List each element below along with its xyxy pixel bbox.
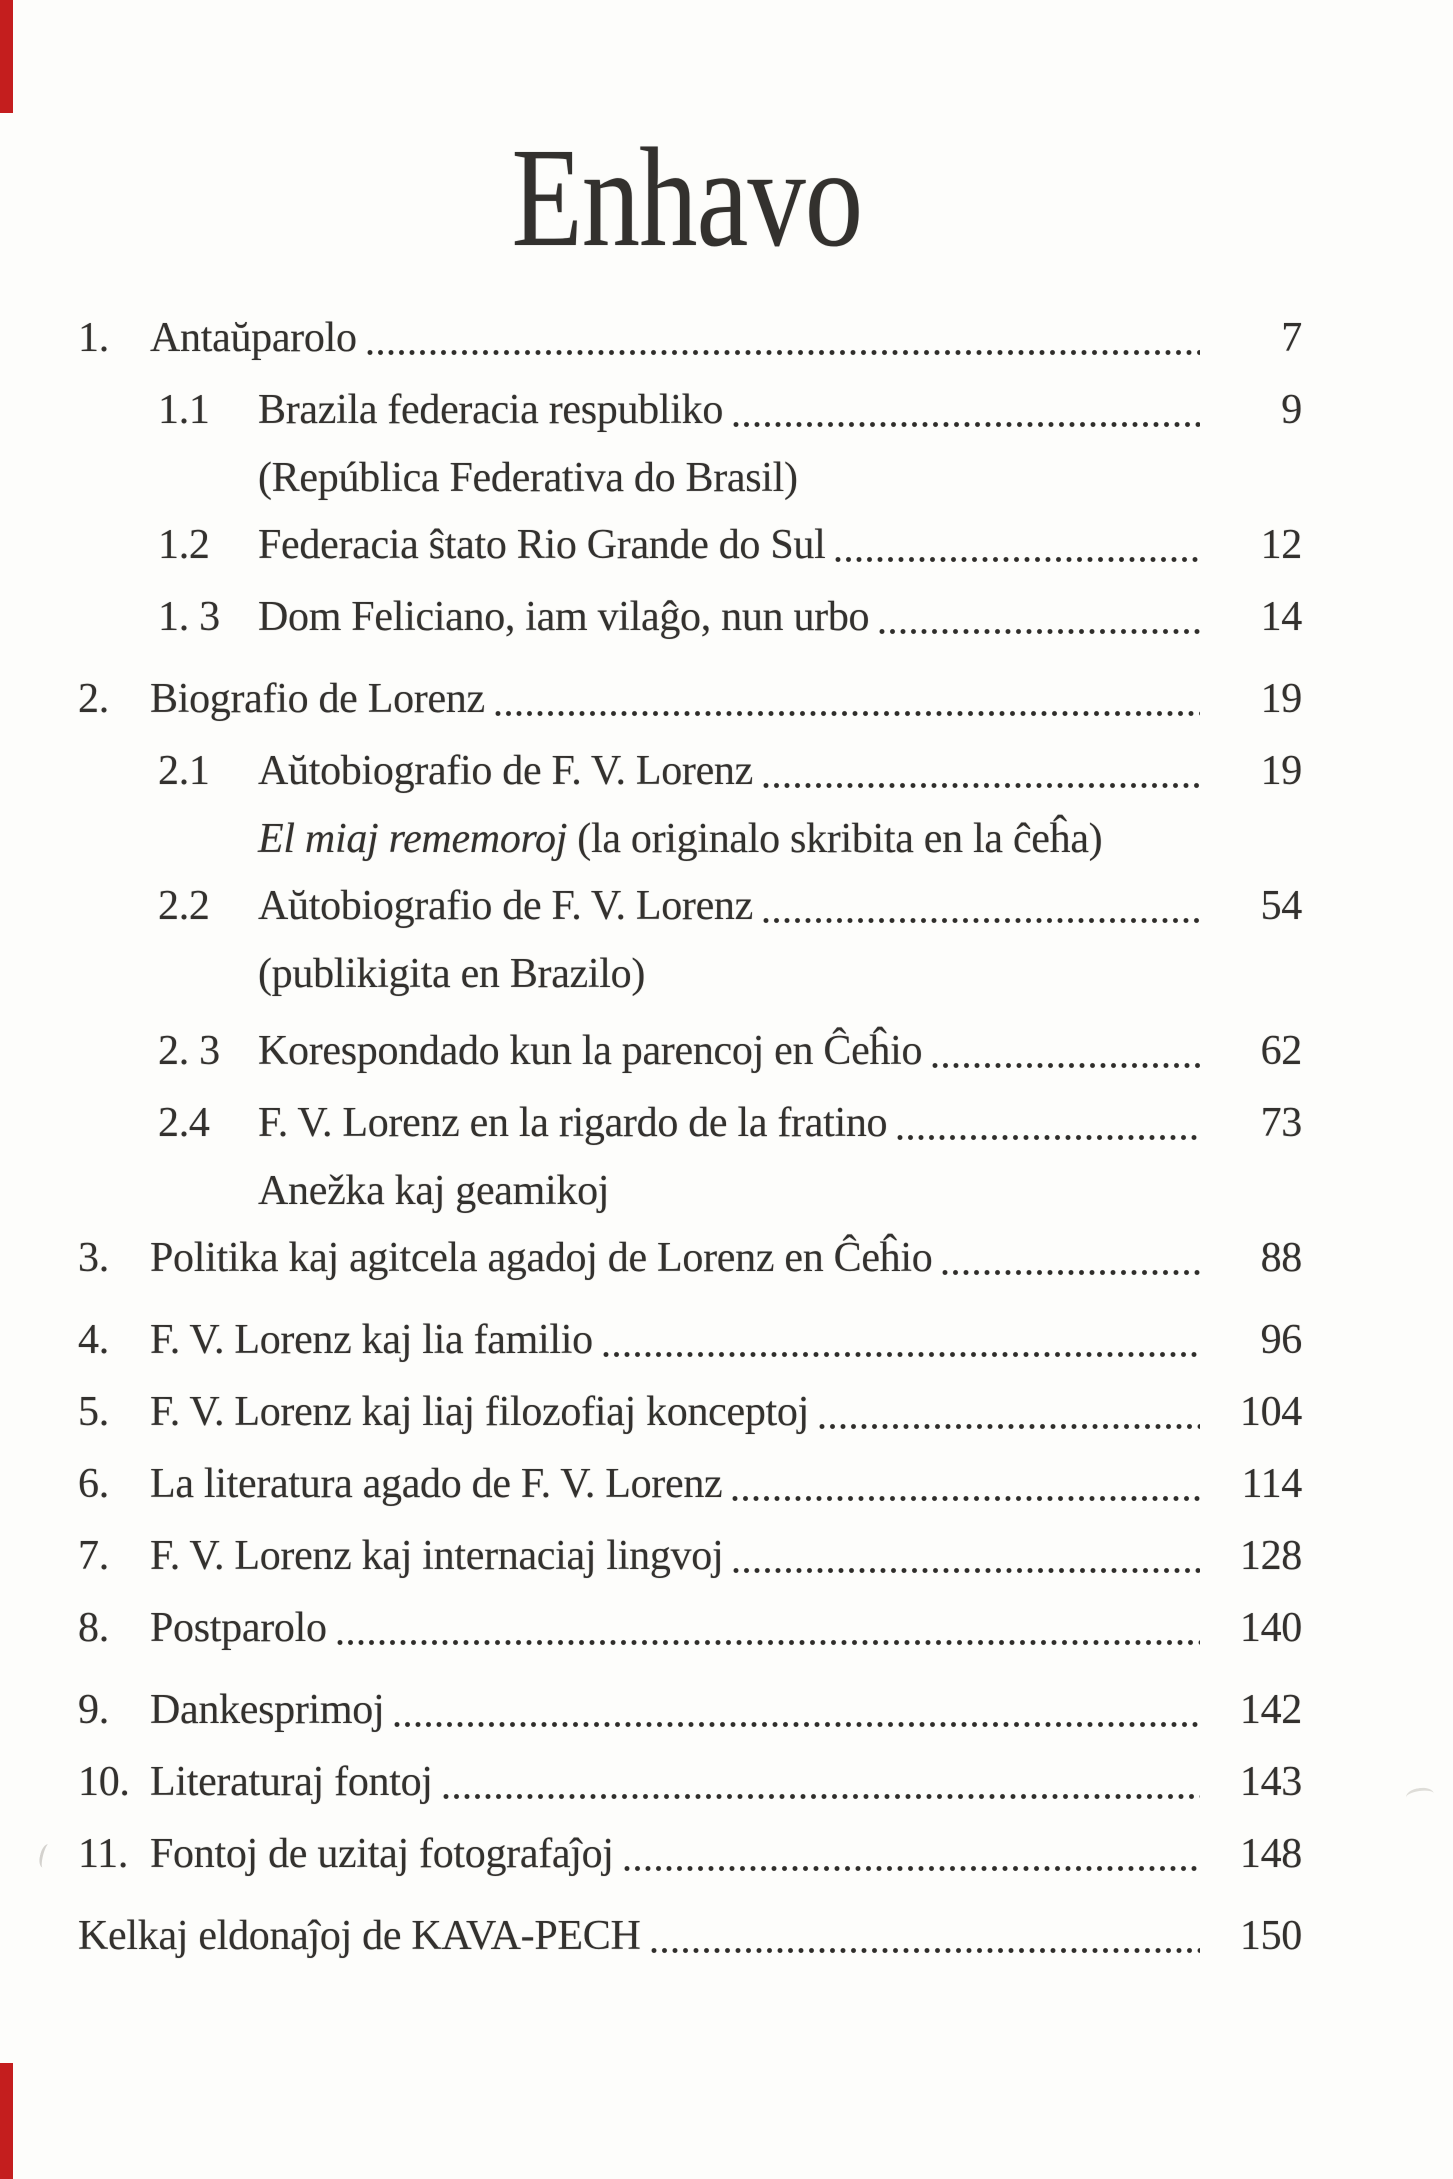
toc-entry-number: 1. bbox=[78, 315, 109, 361]
toc-entry-text: Fontoj de uzitaj fotografaĵoj bbox=[150, 1831, 614, 1877]
toc-entry bbox=[0, 374, 1453, 446]
dot-leader bbox=[819, 1423, 1200, 1430]
toc-entry bbox=[0, 870, 1453, 942]
toc-entry-text: Biografio de Lorenz bbox=[150, 676, 485, 722]
toc-entry-text: Antaŭparolo bbox=[150, 315, 357, 361]
toc-entry-number: 1. 3 bbox=[158, 594, 220, 640]
toc-entry-page: 114 bbox=[1241, 1461, 1302, 1507]
dot-leader bbox=[651, 1947, 1200, 1954]
toc-entry-text: Politika kaj agitcela agadoj de Lorenz en Ĉeĥio bbox=[150, 1235, 933, 1281]
toc-entry bbox=[0, 509, 1453, 581]
toc-entry-text: F. V. Lorenz en la rigardo de la fratino bbox=[258, 1100, 888, 1146]
page-title: Enhavo bbox=[511, 118, 862, 276]
title-block bbox=[0, 118, 1413, 276]
dot-leader bbox=[624, 1865, 1200, 1872]
dot-leader bbox=[367, 349, 1200, 356]
red-scan-edge-mark-top bbox=[0, 0, 13, 113]
toc-entry bbox=[0, 1448, 1453, 1520]
toc-entry-text: El miaj rememoroj (la originalo skribita en la ĉeĥa) bbox=[258, 815, 1103, 862]
dot-leader bbox=[733, 1567, 1200, 1574]
toc-entry-page: 19 bbox=[1260, 676, 1302, 722]
toc-entry-page: 7 bbox=[1281, 315, 1302, 361]
dot-leader bbox=[942, 1269, 1200, 1276]
toc-entry-text: Aŭtobiografio de F. V. Lorenz bbox=[258, 748, 753, 794]
toc-entry-number: 2.2 bbox=[158, 883, 210, 929]
toc-entry-number: 6. bbox=[78, 1461, 109, 1507]
toc-entry-number: 5. bbox=[78, 1389, 109, 1435]
toc-entry-number: 7. bbox=[78, 1533, 109, 1579]
dot-leader bbox=[495, 710, 1200, 717]
toc-entry bbox=[0, 581, 1453, 653]
toc-entry-text: F. V. Lorenz kaj internaciaj lingvoj bbox=[150, 1533, 724, 1579]
toc-entry-number: 10. bbox=[78, 1759, 130, 1805]
toc-entry-page: 14 bbox=[1260, 594, 1302, 640]
dot-leader bbox=[763, 917, 1200, 924]
toc-entry-page: 143 bbox=[1239, 1759, 1302, 1805]
toc-entry-number: 1.1 bbox=[158, 387, 210, 433]
dot-leader bbox=[603, 1351, 1200, 1358]
toc-entry-number: 2.1 bbox=[158, 748, 210, 794]
toc-entry-text: (publikigita en Brazilo) bbox=[258, 950, 646, 997]
toc-entry bbox=[0, 302, 1453, 374]
toc-entry-page: 88 bbox=[1260, 1235, 1302, 1281]
toc-entry-page: 73 bbox=[1260, 1100, 1302, 1146]
toc-entry bbox=[0, 1087, 1453, 1159]
toc-entry-text: Brazila federacia respubliko bbox=[258, 387, 724, 433]
toc-entry-page: 148 bbox=[1239, 1831, 1302, 1877]
toc-entry-number: 11. bbox=[78, 1831, 129, 1877]
toc-entry bbox=[0, 1900, 1453, 1972]
dot-leader bbox=[897, 1134, 1200, 1141]
dot-leader bbox=[932, 1062, 1200, 1069]
dot-leader bbox=[732, 1495, 1200, 1502]
toc-entry-number: 2.4 bbox=[158, 1100, 210, 1146]
dot-leader bbox=[337, 1639, 1200, 1646]
toc-entry-page: 150 bbox=[1239, 1913, 1302, 1959]
toc-entry bbox=[0, 663, 1453, 735]
toc-entry-text: Dom Feliciano, iam vilaĝo, nun urbo bbox=[258, 594, 870, 640]
toc-entry-text-italic: El miaj rememoroj bbox=[258, 815, 568, 862]
toc-entry-number: 3. bbox=[78, 1235, 109, 1281]
toc-entry-text: Postparolo bbox=[150, 1605, 327, 1651]
toc-entry-text: Federacia ŝtato Rio Grande do Sul bbox=[258, 522, 826, 568]
dot-leader bbox=[763, 782, 1200, 789]
toc-entry-text: Anežka kaj geamikoj bbox=[258, 1167, 610, 1214]
toc-entry bbox=[0, 942, 1453, 1005]
toc-entry-text: Dankesprimoj bbox=[150, 1687, 385, 1733]
toc-entry-number: 2. 3 bbox=[158, 1028, 220, 1074]
toc-entry-text: (República Federativa do Brasil) bbox=[258, 454, 798, 501]
toc-entry-page: 96 bbox=[1260, 1317, 1302, 1363]
toc-entry bbox=[0, 1376, 1453, 1448]
toc-entry bbox=[0, 1674, 1453, 1746]
toc-entry bbox=[0, 1015, 1453, 1087]
toc-entry-number: 9. bbox=[78, 1687, 109, 1733]
toc-entry bbox=[0, 1520, 1453, 1592]
toc-entry bbox=[0, 807, 1453, 870]
dot-leader bbox=[443, 1793, 1200, 1800]
toc-entry-text: La literatura agado de F. V. Lorenz bbox=[150, 1461, 723, 1507]
dot-leader bbox=[879, 628, 1200, 635]
toc-entry bbox=[0, 1592, 1453, 1664]
toc-entry-number: 8. bbox=[78, 1605, 109, 1651]
table-of-contents bbox=[0, 302, 1453, 1972]
toc-entry-page: 19 bbox=[1260, 748, 1302, 794]
toc-entry bbox=[0, 1746, 1453, 1818]
dot-leader bbox=[835, 556, 1200, 563]
toc-entry-text: Kelkaj eldonaĵoj de KAVA-PECH bbox=[78, 1913, 641, 1959]
toc-entry-number: 4. bbox=[78, 1317, 109, 1363]
toc-entry bbox=[0, 1818, 1453, 1890]
toc-entry-page: 142 bbox=[1239, 1687, 1302, 1733]
toc-entry-text: Literaturaj fontoj bbox=[150, 1759, 433, 1805]
toc-entry bbox=[0, 1222, 1453, 1294]
toc-entry-page: 12 bbox=[1260, 522, 1302, 568]
toc-entry-page: 54 bbox=[1260, 883, 1302, 929]
red-scan-edge-mark-bottom bbox=[0, 2063, 13, 2179]
toc-entry bbox=[0, 1159, 1453, 1222]
dot-leader bbox=[394, 1721, 1200, 1728]
toc-entry-page: 140 bbox=[1239, 1605, 1302, 1651]
toc-entry bbox=[0, 446, 1453, 509]
toc-entry-page: 9 bbox=[1281, 387, 1302, 433]
toc-entry-number: 2. bbox=[78, 676, 109, 722]
toc-entry-number: 1.2 bbox=[158, 522, 210, 568]
dot-leader bbox=[733, 421, 1200, 428]
toc-entry bbox=[0, 1304, 1453, 1376]
toc-entry-text: F. V. Lorenz kaj lia familio bbox=[150, 1317, 593, 1363]
toc-entry-page: 104 bbox=[1239, 1389, 1302, 1435]
toc-entry-page: 128 bbox=[1239, 1533, 1302, 1579]
toc-entry-text: Aŭtobiografio de F. V. Lorenz bbox=[258, 883, 753, 929]
toc-entry bbox=[0, 735, 1453, 807]
toc-entry-page: 62 bbox=[1260, 1028, 1302, 1074]
toc-entry-text: F. V. Lorenz kaj liaj filozofiaj konceptoj bbox=[150, 1389, 809, 1435]
toc-entry-text: Korespondado kun la parencoj en Ĉeĥio bbox=[258, 1028, 923, 1074]
